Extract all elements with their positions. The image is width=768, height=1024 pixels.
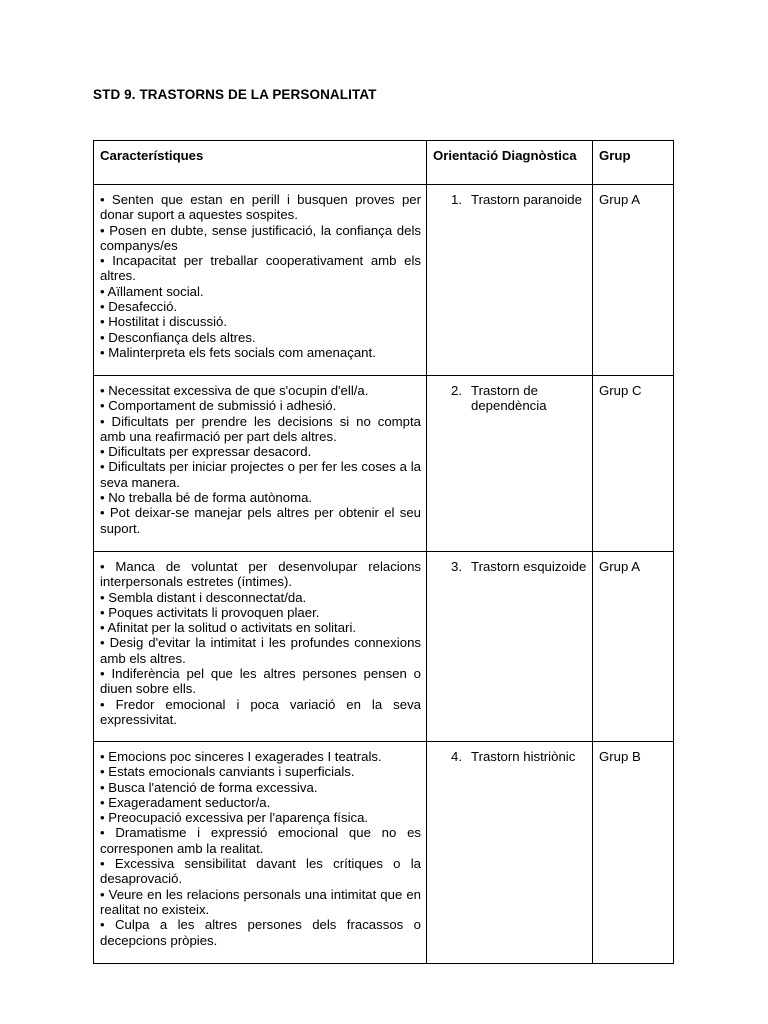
feature-item: • Poques activitats li provoquen plaer. <box>100 604 320 620</box>
personality-disorders-table <box>93 140 674 964</box>
diagnosis-cell <box>427 376 593 552</box>
document-title: STD 9. TRASTORNS DE LA PERSONALITAT <box>93 87 377 102</box>
feature-item: • Dificultats per prendre les decisions si no compta amb una reafirmació per part dels altres. <box>100 413 421 444</box>
feature-item: • Estats emocionals canviants i superficials. <box>100 764 355 780</box>
feature-item: • Fredor emocional i poca variació en la seva expressivitat. <box>100 696 421 727</box>
header-group <box>593 141 674 185</box>
feature-item: • Pot deixar-se manejar pels altres per obtenir el seu suport. <box>100 505 421 536</box>
feature-item: • Desig d'evitar la intimitat i les profundes connexions amb els altres. <box>100 635 421 666</box>
header-diagnosis-label: Orientació Diagnòstica <box>433 148 577 163</box>
features-cell <box>94 552 427 742</box>
feature-item: • Preocupació excessiva per l'aparença física. <box>100 810 369 826</box>
group-cell: Grup C <box>593 376 674 552</box>
feature-item: • Afinitat per la solitud o activitats en solitari. <box>100 620 357 636</box>
feature-item: • Veure en les relacions personals una intimitat que en realitat no existeix. <box>100 886 421 917</box>
features-cell <box>94 185 427 376</box>
feature-item: • Culpa a les altres persones dels fracassos o decepcions pròpies. <box>100 917 421 948</box>
feature-item: • Busca l'atenció de forma excessiva. <box>100 779 318 795</box>
header-features <box>94 141 427 185</box>
diagnosis-name: Trastorn de dependència <box>471 383 547 414</box>
feature-item: • Incapacitat per treballar cooperativament amb els altres. <box>100 253 421 284</box>
feature-item: • Senten que estan en perill i busquen proves per donar suport a aquestes sospites. <box>100 192 421 223</box>
feature-item: • Desconfiança dels altres. <box>100 329 256 345</box>
feature-item: • Excessiva sensibilitat davant les crítiques o la desaprovació. <box>100 856 421 887</box>
diagnosis-number: 2. <box>451 383 462 398</box>
feature-item: • No treballa bé de forma autònoma. <box>100 490 313 506</box>
table-row <box>94 185 674 376</box>
feature-item: • Emocions poc sinceres I exagerades I teatrals. <box>100 749 382 764</box>
feature-item: • Malinterpreta els fets socials com amenaçant. <box>100 344 376 360</box>
feature-item: • Desafecció. <box>100 299 178 315</box>
diagnosis-cell <box>427 552 593 742</box>
feature-item: • Dificultats per iniciar projectes o per fer les coses a la seva manera. <box>100 459 421 490</box>
header-diagnosis <box>427 141 593 185</box>
feature-item: • Dramatisme i expressió emocional que no es corresponen amb la realitat. <box>100 825 421 856</box>
group-cell: Grup A <box>593 185 674 376</box>
group-cell: Grup B <box>593 742 674 964</box>
feature-item: • Dificultats per expressar desacord. <box>100 444 312 460</box>
header-features-label: Característiques <box>100 148 204 163</box>
diagnosis-name: Trastorn esquizoide <box>471 559 587 574</box>
feature-item: • Necessitat excessiva de que s'ocupin d'ell/a. <box>100 383 369 398</box>
group-cell: Grup A <box>593 552 674 742</box>
feature-item: • Sembla distant i desconnectat/da. <box>100 589 307 605</box>
features-cell <box>94 376 427 552</box>
diagnosis-number: 1. <box>451 192 462 207</box>
table-row <box>94 742 674 964</box>
diagnosis-number: 4. <box>451 749 462 764</box>
diagnosis-cell <box>427 742 593 964</box>
feature-item: • Indiferència pel que les altres persones pensen o diuen sobre ells. <box>100 666 421 697</box>
table-row <box>94 376 674 552</box>
feature-item: • Aïllament social. <box>100 283 204 299</box>
feature-item: • Comportament de submissió i adhesió. <box>100 398 337 414</box>
feature-item: • Hostilitat i discussió. <box>100 314 228 330</box>
diagnosis-cell <box>427 185 593 376</box>
table-header-row <box>94 141 674 185</box>
diagnosis-name: Trastorn histriònic <box>471 749 576 764</box>
header-group-label: Grup <box>599 148 631 163</box>
feature-item: • Posen en dubte, sense justificació, la confiança dels companys/es <box>100 222 421 253</box>
features-cell <box>94 742 427 964</box>
diagnosis-name: Trastorn paranoide <box>471 192 582 207</box>
table-row <box>94 552 674 742</box>
feature-item: • Exageradament seductor/a. <box>100 794 271 810</box>
diagnosis-number: 3. <box>451 559 462 574</box>
feature-item: • Manca de voluntat per desenvolupar relacions interpersonals estretes (íntimes). <box>100 559 421 590</box>
